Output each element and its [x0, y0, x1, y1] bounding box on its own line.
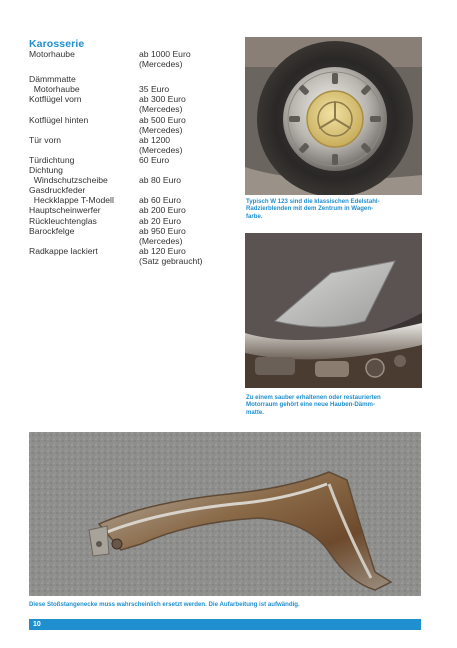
part-name: Barockfelge [29, 225, 75, 236]
part-price: 35 Euro [139, 84, 170, 95]
price-row [29, 185, 234, 205]
engine-caption: Zu einem sauber erhaltenen oder restaurierten Motorraum gehört eine neue Hauben-Dämm- matte. [246, 394, 381, 416]
bumper-caption: Diese Stoßstangenecke muss wahrscheinlich ersetzt werden. Die Aufarbeitung ist aufwändig. [29, 601, 300, 608]
part-price: ab 1200 (Mercedes) [139, 134, 183, 155]
part-name: Dichtung Windschutzscheibe [29, 165, 108, 186]
part-price: 60 Euro [139, 154, 170, 165]
price-list [29, 49, 234, 266]
part-name: Tür vorn [29, 134, 61, 145]
price-row [29, 115, 234, 135]
part-price: ab 1000 Euro (Mercedes) [139, 49, 191, 70]
engine-bay-photo [245, 233, 422, 388]
wheel-hubcap-photo [245, 37, 422, 195]
price-row [29, 226, 234, 246]
part-name: Motorhaube [29, 49, 75, 59]
price-row [29, 246, 234, 266]
part-price: ab 20 Euro [139, 215, 182, 226]
part-price: ab 950 Euro (Mercedes) [139, 225, 186, 246]
footer-bar [29, 619, 421, 630]
price-row [29, 165, 234, 185]
part-name: Türdichtung [29, 154, 75, 165]
part-price: ab 500 Euro (Mercedes) [139, 114, 186, 135]
page-number: 10 [33, 620, 41, 628]
part-name: Kotflügel hinten [29, 114, 89, 125]
part-name: Rückleuchtenglas [29, 215, 97, 226]
part-price: ab 300 Euro (Mercedes) [139, 94, 186, 115]
part-price: ab 200 Euro [139, 205, 186, 216]
price-row [29, 216, 234, 226]
part-price: ab 60 Euro [139, 195, 182, 206]
part-name: Gasdruckfeder Heckklappe T-Modell [29, 185, 114, 206]
part-name: Radkappe lackiert [29, 245, 98, 256]
part-price: ab 80 Euro [139, 175, 182, 186]
part-name: Hauptscheinwerfer [29, 205, 101, 216]
part-name: Dämmmatte Motorhaube [29, 74, 80, 95]
price-row [29, 205, 234, 215]
price-row [29, 49, 234, 69]
price-row [29, 155, 234, 165]
price-row [29, 74, 234, 94]
wheel-caption: Typisch W 123 sind die klassischen Edelstahl- Radzierblenden mit dem Zentrum in Wagen- farbe. [246, 198, 380, 220]
section-heading: Karosserie [29, 38, 85, 50]
price-row [29, 94, 234, 114]
part-price: ab 120 Euro (Satz gebraucht) [139, 245, 203, 266]
part-name: Kotflügel vorn [29, 94, 82, 105]
bumper-corner-photo [29, 432, 421, 596]
price-row [29, 135, 234, 155]
